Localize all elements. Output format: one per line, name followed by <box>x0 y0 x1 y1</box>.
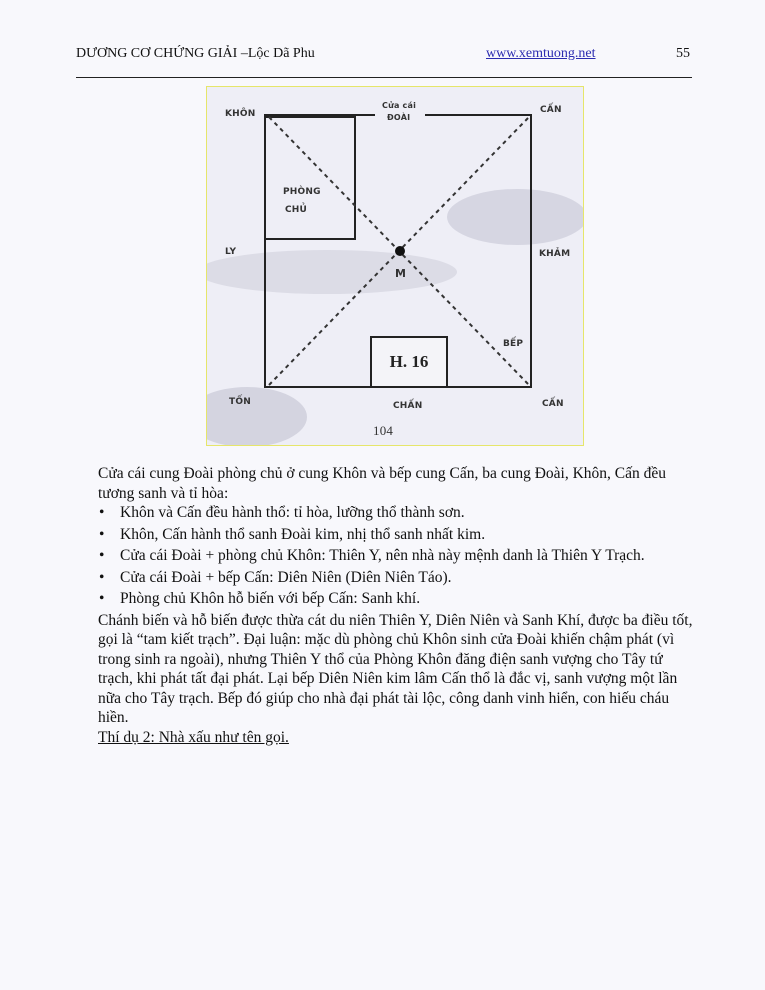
diagram-lines <box>207 87 583 445</box>
label-phong: PHÒNG <box>283 187 321 197</box>
label-cua-cai: Cửa cái <box>382 101 417 110</box>
house-diagram-figure <box>206 86 584 446</box>
header-title: DƯƠNG CƠ CHỨNG GIẢI –Lộc Dã Phu <box>76 46 315 61</box>
list-item-text: Phòng chủ Khôn hỗ biến với bếp Cấn: Sanh khí. <box>120 590 421 607</box>
header-site-link[interactable]: www.xemtuong.net <box>486 46 596 61</box>
label-chan: CHẤN <box>393 401 423 411</box>
list-item-text: Cửa cái Đoài + phòng chủ Khôn: Thiên Y, nên nhà này mệnh danh là Thiên Y Trạch. <box>120 547 645 564</box>
label-can-bottom: CẤN <box>542 399 564 409</box>
label-chu: CHỦ <box>285 205 308 215</box>
bullet-list <box>98 503 698 609</box>
list-item <box>98 525 698 545</box>
bullet: • <box>99 590 105 607</box>
figure-number: 104 <box>373 423 394 438</box>
figure-caption-box <box>370 336 448 388</box>
master-room-outline <box>265 117 355 239</box>
scan-shade <box>207 387 307 445</box>
bullet: • <box>99 568 105 586</box>
page-header <box>76 46 690 68</box>
label-ton: TỐN <box>229 397 251 407</box>
center-point <box>395 246 405 256</box>
list-item-text: Khôn, Cấn hành thổ sanh Đoài kim, nhị thổ sanh nhất kim. <box>120 525 486 543</box>
label-can-top: CẤN <box>540 105 562 115</box>
bullet: • <box>99 547 105 564</box>
intro-paragraph: Cửa cái cung Đoài phòng chủ ở cung Khôn và bếp cung Cấn, ba cung Đoài, Khôn, Cấn đều tương sanh và tỉ hòa: <box>98 465 667 502</box>
label-khon: KHÔN <box>225 109 256 119</box>
list-item <box>98 568 698 588</box>
list-item-text: Khôn và Cấn đều hành thổ: tỉ hòa, lưỡng thổ thành sơn. <box>120 504 465 521</box>
list-item <box>98 589 698 609</box>
scan-shade <box>447 189 583 245</box>
list-item <box>98 503 698 523</box>
label-doai: ĐOÀI <box>387 113 411 122</box>
analysis-paragraph: Chánh biến và hỗ biến được thừa cát du niên Thiên Y, Diên Niên và Sanh Khí, được ba điều tốt, gọi là “tam kiết trạch”. Đại luận: mặc dù phòng chủ Khôn sinh cửa Đoài khiến chậm phát (vì trong sinh ra ngoài), nhưng Thiên Y thổ của Phòng Khôn đăng điện sanh vượng cho Tây tứ trạch, khi phát tất đại phát. Lại bếp Diên Niên kim lâm Cấn thổ là đắc vị, sanh vượng một lần nữa cho Tây trạch. Bếp đó giúp cho nhà đại phát tài lộc, công danh vinh hiển, con hiếu cháu hiền. <box>98 611 693 726</box>
label-ly: LY <box>225 247 237 257</box>
list-item <box>98 546 698 566</box>
page-number: 55 <box>676 46 690 61</box>
list-item-text: Cửa cái Đoài + bếp Cấn: Diên Niên (Diên Niên Táo). <box>120 568 452 586</box>
label-m: M <box>395 267 407 280</box>
label-kham: KHẢM <box>539 249 571 259</box>
bullet: • <box>99 525 105 543</box>
header-rule <box>76 77 692 78</box>
body-text <box>98 464 698 747</box>
bullet: • <box>99 504 105 521</box>
example-heading: Thí dụ 2: Nhà xấu như tên gọi. <box>98 728 289 746</box>
figure-caption: H. 16 <box>389 352 429 371</box>
label-bep: BẾP <box>503 339 524 349</box>
